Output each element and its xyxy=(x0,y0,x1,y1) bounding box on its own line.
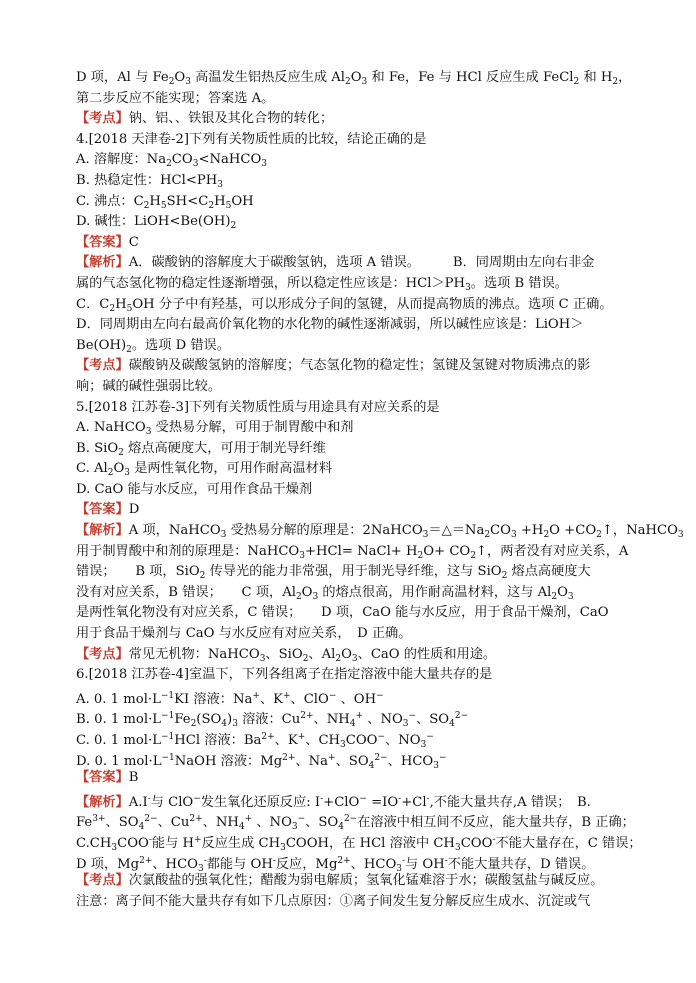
line-text: C xyxy=(128,234,139,250)
line-text: 5.[2018 江苏卷-3]下列有关物质性质与用途具有对应关系的是 xyxy=(76,399,440,415)
line-text: C．$C_2H_5OH$ 分子中有羟基，可以形成分子间的氢键，从而提高物质的沸点。选项 C 正确。 xyxy=(76,296,613,314)
line-text: C. 沸点：$C_2H_5SH<C_2H_5OH$ xyxy=(76,193,254,211)
text-line xyxy=(76,192,624,213)
tagged-line xyxy=(76,253,624,274)
line-text: 4.[2018 天津卷-2]下列有关物质性质的比较，结论正确的是 xyxy=(76,131,427,147)
line-text: 属的气态氢化物的稳定性逐渐增强，所以稳定性应该是：$HCl>PH_3$。选项 B 错误。 xyxy=(76,275,568,293)
section-tag: 【考点】 xyxy=(76,873,129,889)
line-text: 第二步反应不能实现；答案选 A。 xyxy=(76,90,275,106)
tagged-line xyxy=(76,871,624,892)
text-line xyxy=(76,562,624,583)
text-line xyxy=(76,665,624,686)
section-tag: 【解析】 xyxy=(76,523,129,539)
tagged-line xyxy=(76,500,624,521)
text-line xyxy=(76,212,624,233)
line-text: A. 0. 1 $mol\cdot L^{-1}KI$ 溶液：Na+、K+、ClO− 、OH− xyxy=(76,690,384,707)
text-line xyxy=(76,603,624,624)
text-line xyxy=(76,542,629,563)
section-tag: 【考点】 xyxy=(76,358,129,374)
text-line xyxy=(76,398,624,419)
line-text: B xyxy=(128,770,139,786)
text-line xyxy=(76,809,635,833)
tagged-line xyxy=(76,521,684,542)
text-line xyxy=(76,851,624,872)
text-line xyxy=(76,418,624,439)
line-text: $Fe^{3+}$、$SO_4^{2-}$、$Cu^{2+}$、$NH_4^+$ 、$NO_3^-$、$SO_4^{2-}$在溶液中相互间不反应，能大量共存，B 正确； xyxy=(76,814,635,833)
tagged-line xyxy=(76,233,624,254)
line-text: D xyxy=(128,502,140,518)
text-line xyxy=(76,439,624,460)
line-text: B. 热稳定性：$HCl<PH_3$ xyxy=(76,172,223,190)
line-text: 用于制胃酸中和剂的原理是：NaHCO$_3$+HCl= NaCl+ $H_2O+$ $CO_2↑$，两者没有对应关系，A xyxy=(76,543,629,561)
line-text: 错误； B 项，SiO$_2$ 传导光的能力非常强，用于制光导纤维，这与 SiO$_2$ 熔点高硬度大 xyxy=(76,564,591,582)
document-page xyxy=(76,68,684,912)
line-text: 用于食品干燥剂与 CaO 与水反应有对应关系， D 正确。 xyxy=(76,626,412,642)
line-text: B. SiO$_2$ 熔点高硬度大，可用于制光导纤维 xyxy=(76,440,326,458)
text-line xyxy=(76,150,624,171)
section-tag: 【答案】 xyxy=(76,502,129,518)
line-text: D. CaO 能与水反应，可用作食品干燥剂 xyxy=(76,481,313,497)
text-line xyxy=(76,171,624,192)
tagged-line xyxy=(76,109,624,130)
line-text: 钠、铝、、铁银及其化合物的转化； xyxy=(128,111,334,127)
text-line xyxy=(76,624,624,645)
section-tag: 【解析】 xyxy=(76,255,129,271)
line-text: 6.[2018 江苏卷-4]室温下，下列各组离子在指定溶液中能大量共存的是 xyxy=(76,667,493,683)
section-tag: 【考点】 xyxy=(76,111,129,127)
line-text: B. 0. 1 $mol\cdot L^{-1}Fe_2(SO_4)_3$ 溶液：$Cu^{2+}$、$NH_4^+$ 、$NO_3^-$、$SO_4^{2-}$ xyxy=(76,711,469,730)
text-line xyxy=(76,377,624,398)
tagged-line xyxy=(76,789,624,810)
text-line xyxy=(76,274,624,295)
line-text: $Be(OH)_2$。选项 D 错误。 xyxy=(76,337,230,355)
text-line xyxy=(76,830,642,853)
line-text: 次氯酸盐的强氧化性；醋酸为弱电解质；氢氧化锰难溶于水；碳酸氢盐与碱反应。 xyxy=(128,873,604,889)
section-tag: 【答案】 xyxy=(76,234,129,250)
tagged-line xyxy=(76,645,624,666)
line-text: 响；碱的碱性强弱比较。 xyxy=(76,378,222,394)
line-text: C. $Al_2O_3$ 是两性氧化物，可用作耐高温材料 xyxy=(76,461,333,479)
text-line xyxy=(76,480,624,501)
tagged-line xyxy=(76,356,624,377)
line-text: D. 0. 1 $mol\cdot L^{-1}NaOH$ 溶液：$Mg^{2+}$、Na+、$SO_4^{2-}$、$HCO_3^-$ xyxy=(76,752,447,771)
text-line xyxy=(76,892,624,913)
line-text: A．碳酸钠的溶解度大于碳酸氢钠，选项 A 错误。 B．同周期由左向右非金 xyxy=(128,255,595,271)
text-line xyxy=(76,130,624,151)
text-line xyxy=(76,68,632,89)
text-line xyxy=(76,459,624,480)
section-tag: 【解析】 xyxy=(76,794,129,810)
section-tag: 【考点】 xyxy=(76,646,129,662)
line-text: D. 碱性：$LiOH<Be(OH)_2$ xyxy=(76,214,237,232)
line-text: $C.CH_3COO^-$能与 H+反应生成 $CH_3COOH$，在 HCl 溶液中 $CH_3COO^-$不能大量存在，C 错误； xyxy=(76,834,642,853)
line-text: D 项，$Mg^{2+}$、$HCO_3^-$都能与 OH-反应，$Mg^{2+}$、$HCO_3^-$与 OH-不能大量共存，D 错误。 xyxy=(76,855,595,874)
line-text: A. 溶解度：$Na_2CO_3<NaHCO_3$ xyxy=(76,152,268,170)
text-line xyxy=(76,295,624,316)
text-line xyxy=(76,727,624,748)
line-text: D 项，Al 与 $Fe_2O_3$ 高温发生铝热反应生成 $Al_2O_3$ 和 Fe，Fe 与 HCl 反应生成 FeCl$_2$ 和 $H_2$， xyxy=(76,70,632,87)
tagged-line xyxy=(76,768,624,789)
line-text: C. 0. 1 $mol\cdot L^{-1}HCl$ 溶液：$Ba^{2+}$、K+、$CH_3COO^-$、$NO_3^-$ xyxy=(76,732,434,750)
line-text: 是两性氧化物没有对应关系，C 错误； D 项，CaO 能与水反应，用于食品干燥剂，CaO xyxy=(76,605,609,621)
line-text: 碳酸钠及碳酸氢钠的溶解度；气态氢化物的稳定性；氢键及氢键对物质沸点的影 xyxy=(128,358,591,374)
text-line xyxy=(76,583,624,604)
line-text: A 项，NaHCO$_3$ 受热易分解的原理是：$2NaHCO_3=\triangle=Na_2CO_3 +H_2O$ $+CO_2↑$，NaHCO$_3$ xyxy=(128,523,684,541)
section-tag: 【答案】 xyxy=(76,770,129,786)
text-line xyxy=(76,315,624,336)
line-text: D．同周期由左向右最高价氧化物的水化物的碱性逐渐减弱，所以碱性应该是：LiOH＞ xyxy=(76,317,584,333)
line-text: 没有对应关系，B 错误； C 项，$Al_2O_3$ 的熔点很高，用作耐高温材料，这与 $Al_2O_3$ xyxy=(76,584,574,602)
line-text: 常见无机物：NaHCO$_3$、SiO$_2$、$Al_2O_3$、CaO 的性质和用途。 xyxy=(128,646,497,664)
text-line xyxy=(76,336,624,357)
line-text: A.I-与 ClO−发生氧化还原反应: I-+ClO− =IO-+Cl-,不能大量共存,A 错误； B. xyxy=(128,793,591,810)
text-line xyxy=(76,748,624,769)
text-line xyxy=(76,686,624,707)
line-text: 注意：离子间不能大量共存有如下几点原因：①离子间发生复分解反应生成水、沉淀或气 xyxy=(76,893,591,909)
line-text: A. NaHCO$_3$ 受热易分解，可用于制胃酸中和剂 xyxy=(76,420,354,438)
text-line xyxy=(76,706,624,730)
text-line xyxy=(76,89,624,110)
